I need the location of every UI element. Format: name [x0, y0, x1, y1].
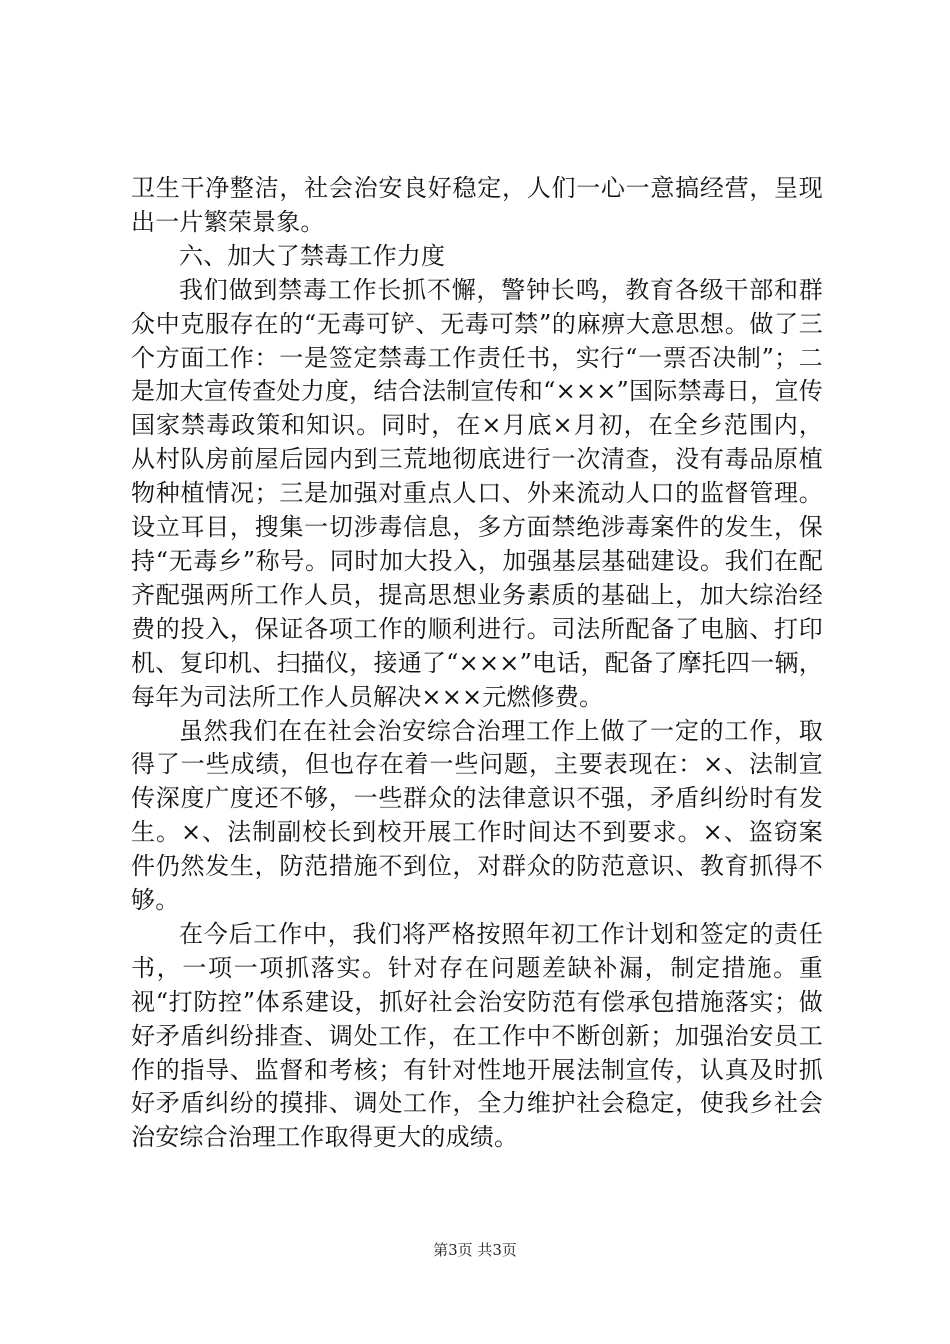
document-body	[131, 172, 823, 1155]
paragraph-continuation: 卫生干净整洁，社会治安良好稳定，人们一心一意搞经营，呈现出一片繁荣景象。	[131, 174, 823, 236]
page-number-footer: 第3页 共3页	[433, 1241, 517, 1259]
paragraph-anti-drug-work: 我们做到禁毒工作长抓不懈，警钟长鸣，教育各级干部和群众中克服存在的“无毒可铲、无毒可禁”的麻痹大意思想。做了三个方面工作：一是签定禁毒工作责任书，实行“一票否决制”；二是加大宣传查处力度，结合法制宣传和“×××”国际禁毒日，宣传国家禁毒政策和知识。同时，在×月底×月初，在全乡范围内，从村队房前屋后园内到三荒地彻底进行一次清查，没有毒品原植物种植情况；三是加强对重点人口、外来流动人口的监督管理。设立耳目，搜集一切涉毒信息，多方面禁绝涉毒案件的发生，保持“无毒乡”称号。同时加大投入，加强基层基础建设。我们在配齐配强两所工作人员，提高思想业务素质的基础上，加大综治经费的投入，保证各项工作的顺利进行。司法所配备了电脑、打印机、复印机、扫描仪，接通了“×××”电话，配备了摩托四一辆，每年为司法所工作人员解决×××元燃修费。	[131, 275, 823, 711]
section-heading: 六、加大了禁毒工作力度	[179, 241, 446, 270]
paragraph-problems: 虽然我们在在社会治安综合治理工作上做了一定的工作，取得了一些成绩，但也存在着一些问题，主要表现在：×、法制宣传深度广度还不够，一些群众的法律意识不强，矛盾纠纷时有发生。×、法制副校长到校开展工作时间达不到要求。×、盗窃案件仍然发生，防范措施不到位，对群众的防范意识、教育抓得不够。	[131, 716, 823, 915]
paragraph-future-work: 在今后工作中，我们将严格按照年初工作计划和签定的责任书，一项一项抓落实。针对存在问题差缺补漏，制定措施。重视“打防控”体系建设，抓好社会治安防范有偿承包措施落实；做好矛盾纠纷排查、调处工作，在工作中不断创新；加强治安员工作的指导、监督和考核；有针对性地开展法制宣传，认真及时抓好矛盾纠纷的摸排、调处工作，全力维护社会稳定，使我乡社会治安综合治理工作取得更大的成绩。	[131, 919, 823, 1152]
